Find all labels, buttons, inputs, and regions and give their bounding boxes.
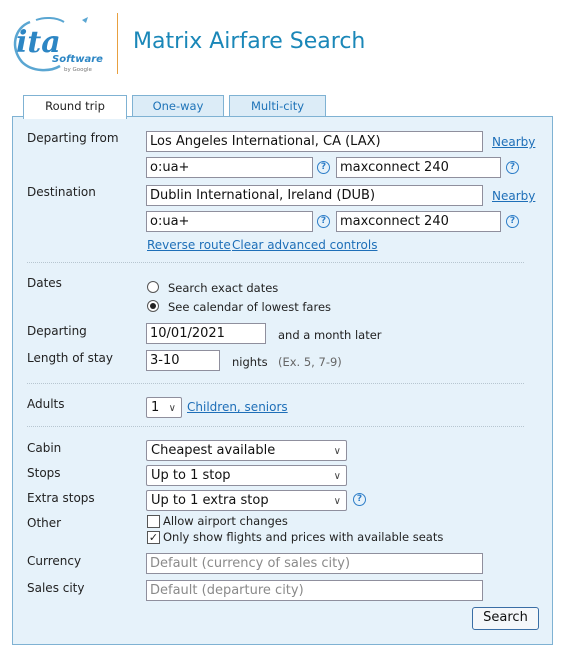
header-divider: [117, 13, 118, 74]
destination-routing-codes-input[interactable]: o:ua+: [146, 211, 313, 232]
calendar-lowest-fares-radio[interactable]: [147, 300, 159, 312]
extra-stops-select[interactable]: [146, 490, 347, 511]
chevron-down-icon: ∨: [333, 496, 341, 507]
section-divider: [27, 383, 524, 384]
search-exact-dates-label: Search exact dates: [168, 281, 279, 295]
section-divider: [27, 262, 524, 263]
svg-text:by Google: by Google: [64, 67, 92, 73]
nights-unit-text: nights: [232, 355, 268, 369]
destination-extension-codes-input[interactable]: maxconnect 240: [336, 211, 501, 232]
tab-one-way[interactable]: One-way: [132, 95, 224, 117]
origin-nearby-link[interactable]: Nearby: [492, 135, 536, 149]
origin-routing-codes-input[interactable]: o:ua+: [146, 157, 313, 178]
destination-input[interactable]: Dublin International, Ireland (DUB): [146, 185, 483, 206]
extra-stops-select-value: Up to 1 extra stop: [151, 493, 269, 508]
currency-input[interactable]: Default (currency of sales city): [146, 553, 483, 574]
only-available-seats-label: Only show flights and prices with available seats: [163, 530, 444, 544]
search-exact-dates-radio[interactable]: [147, 281, 159, 293]
departing-from-label: Departing from: [27, 131, 119, 145]
adults-select-value: 1: [151, 400, 160, 415]
departing-label: Departing: [27, 324, 87, 338]
origin-extension-codes-input[interactable]: maxconnect 240: [336, 157, 501, 178]
section-divider: [27, 426, 524, 427]
sales-city-input[interactable]: Default (departure city): [146, 580, 483, 601]
search-button[interactable]: Search: [472, 607, 539, 630]
svg-text:ita: ita: [16, 25, 61, 60]
origin-routing-help-icon[interactable]: ?: [317, 161, 330, 174]
departing-date-input[interactable]: 10/01/2021: [146, 323, 266, 344]
extra-stops-label: Extra stops: [27, 491, 95, 505]
currency-label: Currency: [27, 554, 82, 568]
calendar-lowest-fares-label: See calendar of lowest fares: [168, 300, 332, 314]
allow-airport-changes-label: Allow airport changes: [163, 514, 288, 528]
stops-select[interactable]: [146, 465, 347, 486]
allow-airport-changes-checkbox[interactable]: [147, 515, 160, 528]
only-available-seats-checkbox[interactable]: [147, 531, 160, 544]
stops-select-value: Up to 1 stop: [151, 468, 231, 483]
cabin-select[interactable]: [146, 440, 347, 461]
tab-round-trip[interactable]: Round trip: [23, 95, 127, 119]
destination-nearby-link[interactable]: Nearby: [492, 189, 536, 203]
destination-extension-help-icon[interactable]: ?: [506, 215, 519, 228]
logo-graphic: [8, 10, 108, 74]
sales-city-label: Sales city: [27, 581, 85, 595]
svg-text:Software: Software: [52, 54, 103, 65]
adults-label: Adults: [27, 397, 65, 411]
length-of-stay-label: Length of stay: [27, 351, 113, 365]
origin-input[interactable]: Los Angeles International, CA (LAX): [146, 131, 483, 152]
clear-advanced-controls-link[interactable]: Clear advanced controls: [232, 238, 378, 252]
departing-range-text: and a month later: [278, 328, 382, 342]
chevron-down-icon: ∨: [168, 403, 176, 414]
length-of-stay-input[interactable]: 3-10: [146, 350, 220, 371]
adults-select[interactable]: [146, 397, 182, 418]
dates-label: Dates: [27, 276, 62, 290]
other-label: Other: [27, 516, 62, 530]
cabin-label: Cabin: [27, 441, 62, 455]
page-title: Matrix Airfare Search: [133, 29, 366, 54]
children-seniors-link[interactable]: Children, seniors: [187, 400, 288, 414]
reverse-route-link[interactable]: Reverse route: [147, 238, 231, 252]
checkmark-icon: ✓: [148, 531, 159, 544]
length-of-stay-hint: (Ex. 5, 7-9): [278, 355, 342, 369]
ita-software-logo: [8, 10, 108, 74]
origin-extension-help-icon[interactable]: ?: [506, 161, 519, 174]
stops-label: Stops: [27, 466, 61, 480]
cabin-select-value: Cheapest available: [151, 443, 276, 458]
destination-label: Destination: [27, 185, 96, 199]
tab-multi-city[interactable]: Multi-city: [229, 95, 326, 117]
chevron-down-icon: ∨: [333, 446, 341, 457]
chevron-down-icon: ∨: [333, 471, 341, 482]
destination-routing-help-icon[interactable]: ?: [317, 215, 330, 228]
extra-stops-help-icon[interactable]: ?: [353, 493, 366, 506]
